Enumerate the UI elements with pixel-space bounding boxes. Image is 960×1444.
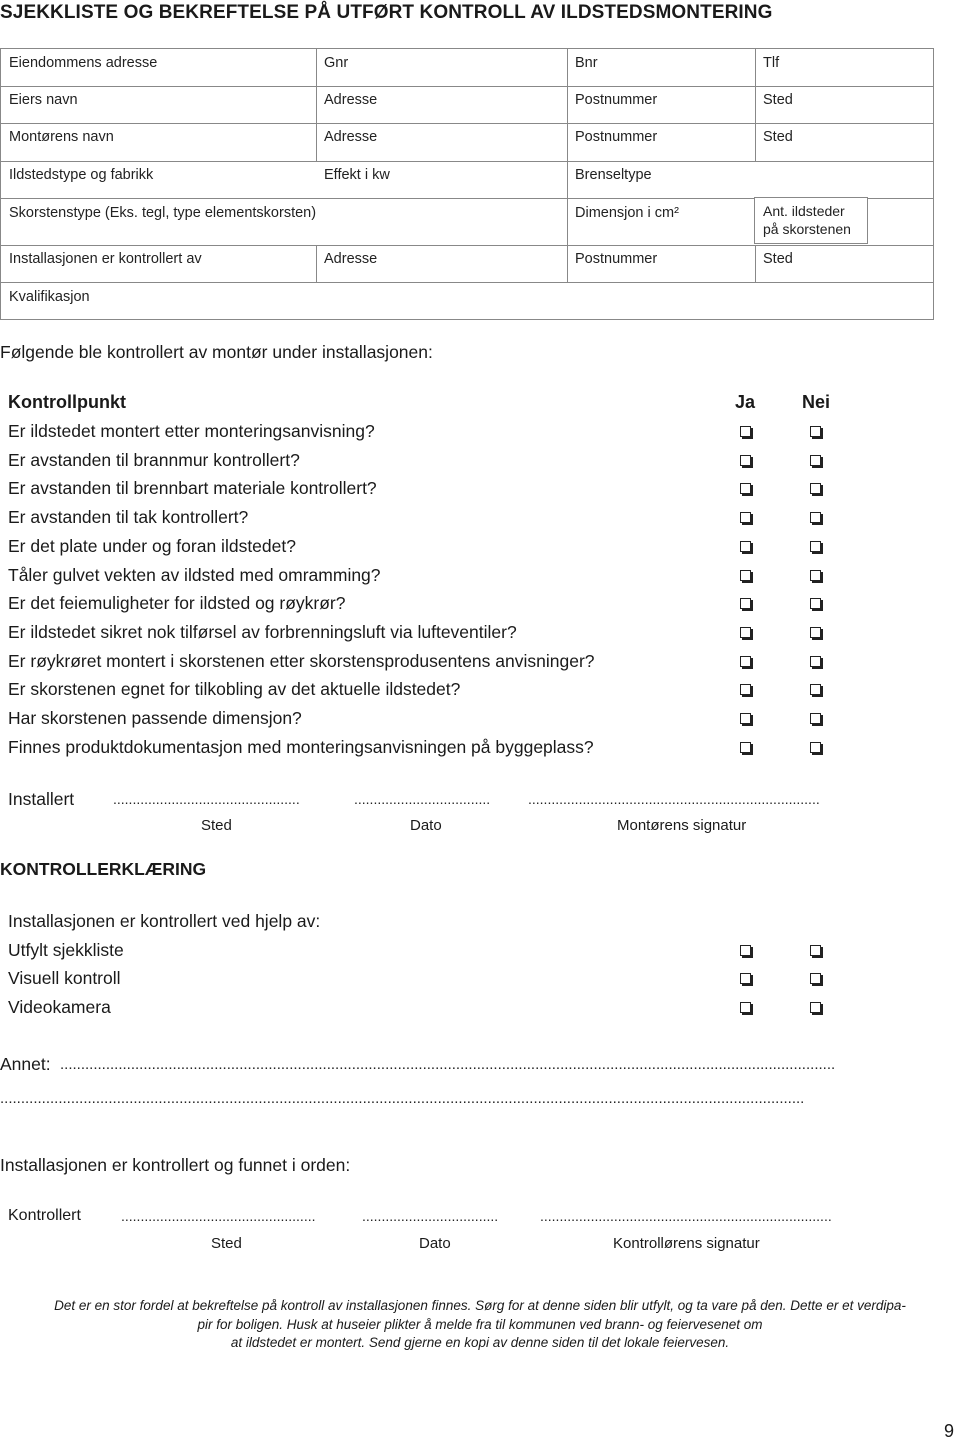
installed-date-field[interactable]: ................................... <box>354 791 491 807</box>
row-divider <box>1 86 933 87</box>
declaration-intro: Installasjonen er kontrollert ved hjelp av: <box>8 911 321 931</box>
checklist-item: Er avstanden til brennbart materiale kontrollert? <box>8 478 377 498</box>
yes-checkbox[interactable] <box>740 945 751 956</box>
method-item: Utfylt sjekkliste <box>8 940 124 960</box>
controlled-signature-field[interactable]: ........................................................................... <box>540 1208 832 1224</box>
no-checkbox[interactable] <box>810 426 821 437</box>
field-property-address[interactable]: Eiendommens adresse <box>9 55 158 71</box>
controlled-date-field[interactable]: ................................... <box>362 1208 499 1224</box>
no-checkbox[interactable] <box>810 455 821 466</box>
yes-checkbox[interactable] <box>740 598 751 609</box>
field-controller-address[interactable]: Adresse <box>324 251 378 267</box>
checklist-item: Er avstanden til brannmur kontrollert? <box>8 450 300 470</box>
no-checkbox[interactable] <box>810 656 821 667</box>
yes-checkbox[interactable] <box>740 627 751 638</box>
field-owner-place[interactable]: Sted <box>763 92 793 108</box>
yes-column-header: Ja <box>735 392 756 412</box>
field-qualification[interactable]: Kvalifikasjon <box>9 289 90 305</box>
yes-checkbox[interactable] <box>740 483 751 494</box>
no-checkbox[interactable] <box>810 627 821 638</box>
yes-checkbox[interactable] <box>740 455 751 466</box>
checklist-item: Er skorstenen egnet for tilkobling av det aktuelle ildstedet? <box>8 679 461 699</box>
checklist-item: Er det plate under og foran ildstedet? <box>8 536 296 556</box>
controlled-label: Kontrollert <box>8 1207 81 1224</box>
controlled-signature-caption: Kontrollørens signatur <box>613 1235 760 1252</box>
yes-checkbox[interactable] <box>740 570 751 581</box>
field-stove-count[interactable] <box>754 197 868 244</box>
checklist-item: Har skorstenen passende dimensjon? <box>8 708 302 728</box>
field-gnr[interactable]: Gnr <box>324 55 349 71</box>
field-fuel-type[interactable]: Brenseltype <box>575 167 652 183</box>
checklist-item: Tåler gulvet vekten av ildsted med omramming? <box>8 565 381 585</box>
checklist-item: Er avstanden til tak kontrollert? <box>8 507 249 527</box>
declaration-heading: KONTROLLERKLÆRING <box>0 859 207 879</box>
installed-place-caption: Sted <box>201 817 232 834</box>
checklist-item: Er ildstedet sikret nok tilførsel av forbrenningsluft via lufteventiler? <box>8 622 517 642</box>
field-chimney-type[interactable]: Skorstenstype (Eks. tegl, type elementskorsten) <box>9 205 317 221</box>
field-owner-postcode[interactable]: Postnummer <box>575 92 658 108</box>
page-number: 9 <box>943 1421 954 1441</box>
approved-intro: Installasjonen er kontrollert og funnet i orden: <box>0 1155 351 1175</box>
field-installer-postcode[interactable]: Postnummer <box>575 129 658 145</box>
row-divider <box>1 161 933 162</box>
no-checkbox[interactable] <box>810 713 821 724</box>
controlled-place-caption: Sted <box>211 1235 242 1252</box>
field-controller-place[interactable]: Sted <box>763 251 793 267</box>
yes-checkbox[interactable] <box>740 713 751 724</box>
no-checkbox[interactable] <box>810 742 821 753</box>
row-divider <box>1 282 933 283</box>
no-checkbox[interactable] <box>810 1002 821 1013</box>
field-stove-type[interactable]: Ildstedstype og fabrikk <box>9 167 154 183</box>
col-divider <box>567 49 568 282</box>
field-bnr[interactable]: Bnr <box>575 55 598 71</box>
footer-line: pir for boligen. Husk at huseier plikter å melde fra til kommunen ved brann- og feiervesenet om <box>197 1316 763 1332</box>
col-divider <box>755 49 756 161</box>
installed-place-field[interactable]: ................................................ <box>113 791 300 807</box>
checklist-header: Kontrollpunkt <box>8 392 126 412</box>
no-column-header: Nei <box>802 392 831 412</box>
no-checkbox[interactable] <box>810 684 821 695</box>
checklist-intro: Følgende ble kontrollert av montør under installasjonen: <box>0 342 433 362</box>
footer-line: at ildstedet er montert. Send gjerne en kopi av denne siden til det lokale feiervesen. <box>230 1335 730 1350</box>
yes-checkbox[interactable] <box>740 512 751 523</box>
checklist-item: Er røykrøret montert i skorstenen etter skorstensprodusentens anvisninger? <box>8 651 595 671</box>
footer-note <box>0 1297 960 1353</box>
field-owner-address[interactable]: Adresse <box>324 92 378 108</box>
no-checkbox[interactable] <box>810 598 821 609</box>
no-checkbox[interactable] <box>810 945 821 956</box>
yes-checkbox[interactable] <box>740 684 751 695</box>
yes-checkbox[interactable] <box>740 426 751 437</box>
other-field-line-2[interactable]: ................................................................................................................................................................................................. <box>0 1090 805 1107</box>
checklist-item: Finnes produktdokumentasjon med monteringsanvisningen på byggeplass? <box>8 737 594 757</box>
yes-checkbox[interactable] <box>740 656 751 667</box>
col-divider <box>316 245 317 282</box>
yes-checkbox[interactable] <box>740 973 751 984</box>
field-controller-postcode[interactable]: Postnummer <box>575 251 658 267</box>
no-checkbox[interactable] <box>810 483 821 494</box>
field-dimension[interactable]: Dimensjon i cm² <box>575 205 679 221</box>
footer-line: Det er en stor fordel at bekreftelse på kontroll av installasjonen finnes. Sørg for at denne siden blir utfylt, og ta vare på den. Dette er et verdipa- <box>54 1298 906 1313</box>
installed-signature-caption: Montørens signatur <box>617 817 747 834</box>
field-effect-kw[interactable]: Effekt i kw <box>324 167 390 183</box>
checklist-item: Er ildstedet montert etter monteringsanvisning? <box>8 421 375 441</box>
row-divider <box>1 123 933 124</box>
stove-count-label-2: på skorstenen <box>763 221 851 237</box>
no-checkbox[interactable] <box>810 512 821 523</box>
yes-checkbox[interactable] <box>740 1002 751 1013</box>
field-installer-address[interactable]: Adresse <box>324 129 378 145</box>
no-checkbox[interactable] <box>810 541 821 552</box>
no-checkbox[interactable] <box>810 570 821 581</box>
checklist-item: Er det feiemuligheter for ildsted og røykrør? <box>8 593 346 613</box>
col-divider <box>316 49 317 161</box>
stove-count-label-1: Ant. ildsteder <box>763 203 845 219</box>
other-field-line-1[interactable]: .......................................................................................................................................................................................... <box>60 1056 836 1073</box>
row-divider <box>1 245 933 246</box>
method-item: Visuell kontroll <box>8 968 121 988</box>
col-divider <box>755 245 756 282</box>
controlled-date-caption: Dato <box>419 1235 451 1252</box>
field-owner-name[interactable]: Eiers navn <box>9 92 78 108</box>
controlled-place-field[interactable]: .................................................. <box>121 1208 316 1224</box>
yes-checkbox[interactable] <box>740 742 751 753</box>
field-installer-place[interactable]: Sted <box>763 129 793 145</box>
installed-date-caption: Dato <box>410 817 442 834</box>
other-label: Annet: <box>0 1054 51 1074</box>
installed-signature-field[interactable]: ........................................................................... <box>528 791 820 807</box>
no-checkbox[interactable] <box>810 973 821 984</box>
field-installer-name[interactable]: Montørens navn <box>9 129 114 145</box>
page-title: SJEKKLISTE OG BEKREFTELSE PÅ UTFØRT KONTROLL AV ILDSTEDSMONTERING <box>0 2 773 23</box>
method-item: Videokamera <box>8 997 111 1017</box>
field-controlled-by[interactable]: Installasjonen er kontrollert av <box>9 251 202 267</box>
field-phone[interactable]: Tlf <box>763 55 780 71</box>
property-info-table <box>0 48 934 320</box>
installed-label: Installert <box>8 789 75 809</box>
yes-checkbox[interactable] <box>740 541 751 552</box>
